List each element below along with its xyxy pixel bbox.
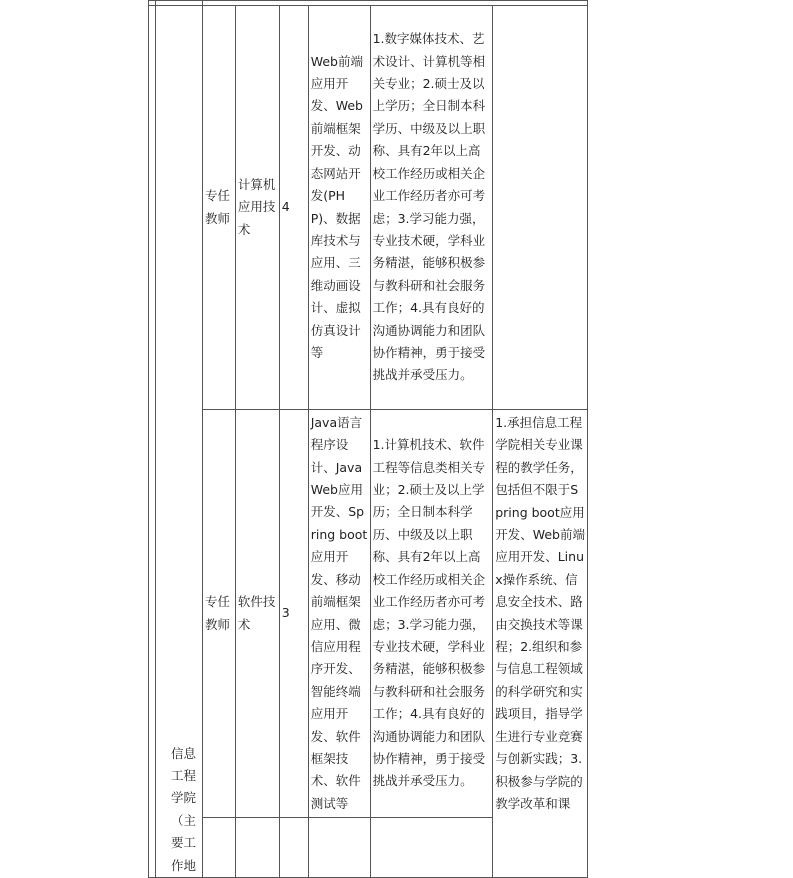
position-cell: 专任教师: [202, 6, 235, 410]
position-cell: [202, 818, 235, 878]
requirements-cell: [370, 818, 493, 878]
table-row: [149, 6, 588, 410]
major-cell: 计算机应用技术: [235, 6, 279, 410]
major-cell: [235, 818, 279, 878]
courses-cell: [308, 818, 370, 878]
courses-cell: Java语言程序设计、JavaWeb应用开发、Spring boot应用开发、移动前端框架应用、微信应用程序开发、智能终端应用开发、软件框架技术、软件测试等: [308, 410, 370, 818]
count-cell: [279, 818, 308, 878]
table-row: [149, 410, 588, 818]
pad-cell: [149, 6, 156, 878]
courses-cell: Web前端应用开发、Web前端框架开发、动态网站开发(PHP)、数据库技术与应用、三维动画设计、虚拟仿真设计等: [308, 6, 370, 410]
college-cell: 信息工程学院（主要工作地: [155, 6, 202, 878]
major-cell: 软件技术: [235, 410, 279, 818]
recruitment-table: [148, 0, 588, 873]
position-cell: 专任教师: [202, 410, 235, 818]
requirements-cell: 1.计算机技术、软件工程等信息类相关专业；2.硕士及以上学历；全日制本科学历、中级及以上职称、具有2年以上高校工作经历或相关企业工作经历者亦可考虑；3.学习能力强，专业技术硬，学科业务精湛，能够积极参与教科研和社会服务工作；4.具有良好的沟通协调能力和团队协作精神，勇于接受挑战并承受压力。: [370, 410, 493, 818]
positions-table: [148, 0, 588, 878]
count-cell: 4: [279, 6, 308, 410]
count-cell: 3: [279, 410, 308, 818]
requirements-cell: 1.数字媒体技术、艺术设计、计算机等相关专业；2.硕士及以上学历；全日制本科学历、中级及以上职称、具有2年以上高校工作经历或相关企业工作经历者亦可考虑；3.学习能力强，专业技术硬，学科业务精湛，能够积极参与教科研和社会服务工作；4.具有良好的沟通协调能力和团队协作精神，勇于接受挑战并承受压力。: [370, 6, 493, 410]
responsibilities-cell-empty: [493, 6, 588, 410]
responsibilities-cell: 1.承担信息工程学院相关专业课程的教学任务，包括但不限于Spring boot应用开发、Web前端应用开发、Linux操作系统、信息安全技术、路由交换技术等课程；2.组织和参与信息工程领域的科学研究和实践项目，指导学生进行专业竞赛与创新实践；3.积极参与学院的教学改革和课: [493, 410, 588, 878]
